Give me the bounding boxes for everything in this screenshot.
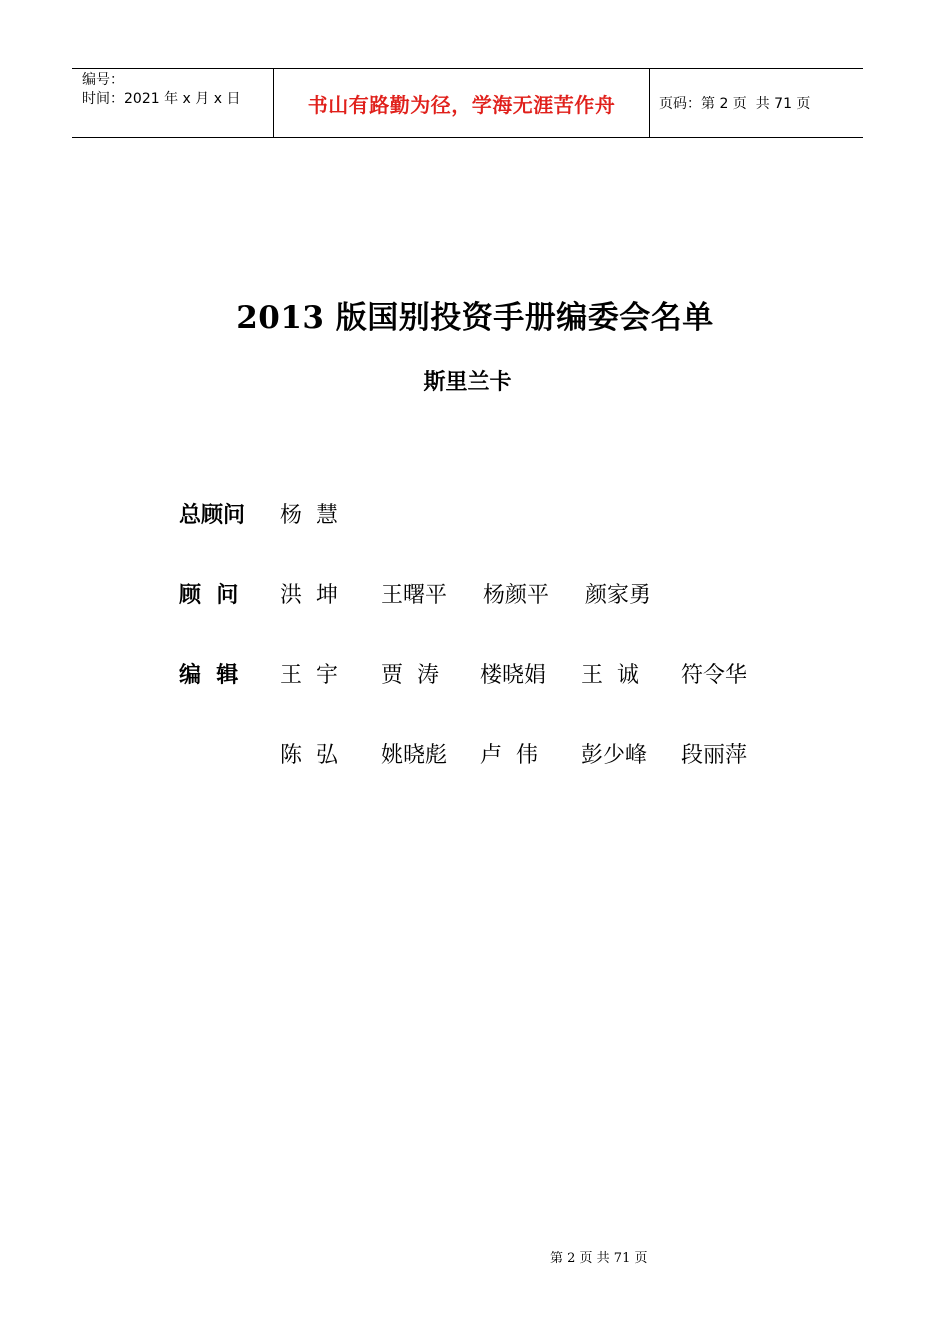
header-page-info: 页码：第 2 页 共 71 页 <box>659 96 811 112</box>
person-name: 彭少峰 <box>581 743 648 768</box>
person-name: 王曙平 <box>381 583 448 608</box>
person-name: 杨颜平 <box>483 583 550 608</box>
person-name: 卢 伟 <box>480 743 538 768</box>
person-name: 姚晓彪 <box>381 743 448 768</box>
page-header <box>72 68 863 138</box>
roster-label-editors: 编 辑 <box>179 663 239 688</box>
person-name: 王 诚 <box>581 663 639 688</box>
document-subtitle: 斯里兰卡 <box>423 370 512 395</box>
document-title: 2013 版国别投资手册编委会名单 <box>236 300 714 336</box>
header-motto: 书山有路勤为径，学海无涯苦作舟 <box>307 92 616 117</box>
person-name: 杨 慧 <box>280 503 338 528</box>
page-footer: 第 2 页 共 71 页 <box>550 1251 648 1266</box>
header-meta <box>72 69 274 137</box>
roster-label-advisors: 顾 问 <box>179 583 239 608</box>
person-name: 洪 坤 <box>280 583 338 608</box>
document-number-label: 编号： <box>82 72 124 88</box>
person-name: 贾 涛 <box>381 663 439 688</box>
person-name: 段丽萍 <box>681 743 748 768</box>
person-name: 符令华 <box>681 663 748 688</box>
person-name: 王 宇 <box>280 663 338 688</box>
document-date: 时间：2021 年 x 月 x 日 <box>82 91 241 107</box>
person-name: 颜家勇 <box>585 583 652 608</box>
roster-label-chief-advisor: 总顾问 <box>179 503 246 528</box>
person-name: 楼晓娟 <box>480 663 547 688</box>
header-motto-cell <box>274 69 650 137</box>
person-name: 陈 弘 <box>280 743 338 768</box>
